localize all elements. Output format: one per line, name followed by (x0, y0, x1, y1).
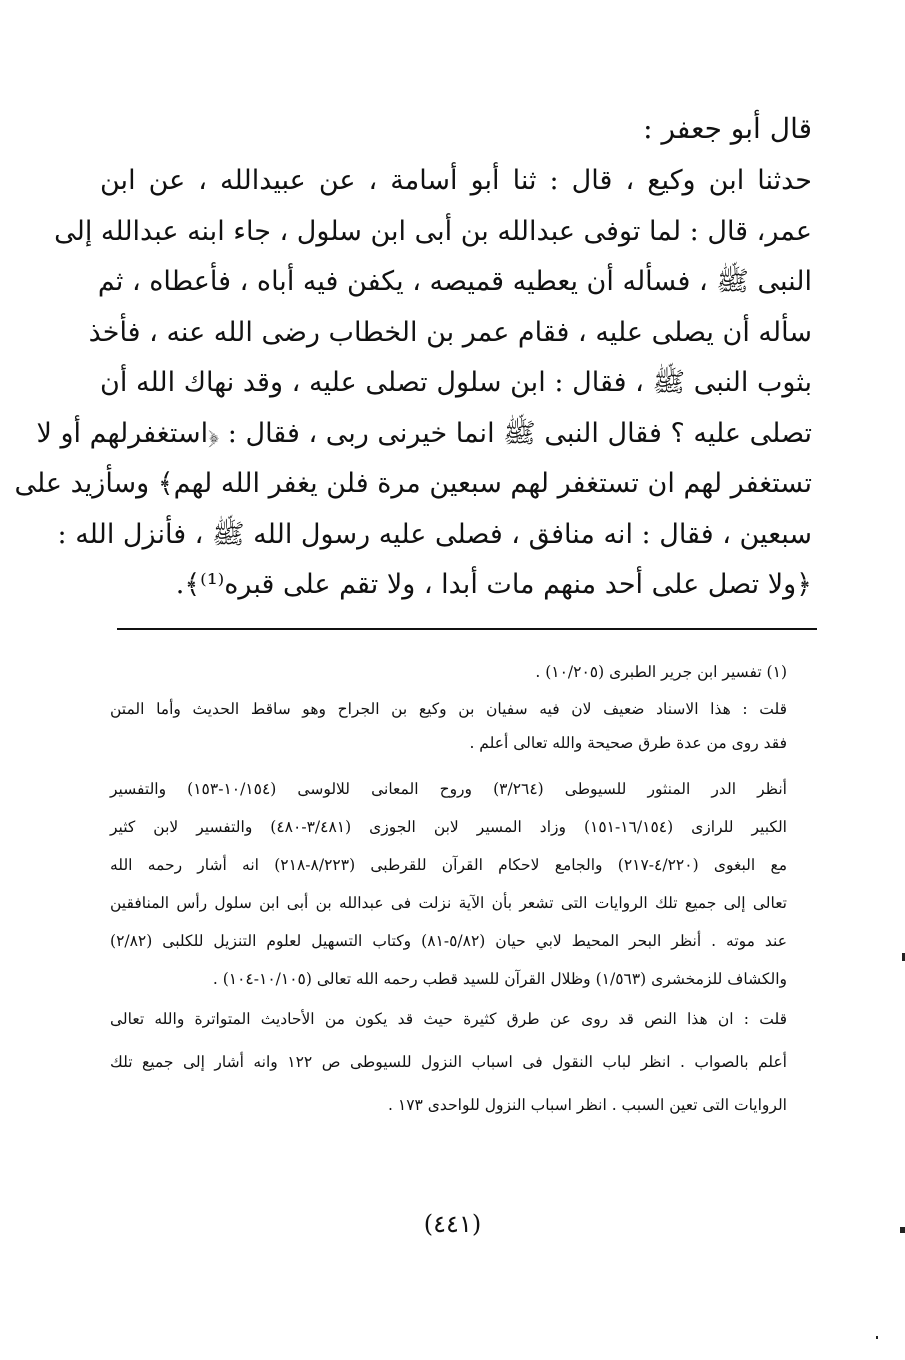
text-line: عمر، قال : لما توفى عبدالله بن أبى ابن سلول ، جاء ابنه عبدالله إلى (54, 215, 812, 247)
footnote-line: أعلم بالصواب . انظر لباب النقول فى اسباب النزول للسيوطى ص ١٢٢ وانه أشار إلى جميع تلك (110, 1053, 787, 1071)
footnote-line: قلت : ان هذا النص قد روى عن طرق كثيرة حيث قد يكون من الأحاديث المتواترة والله تعالى (110, 1010, 787, 1028)
text-line: حدثنا ابن وكيع ، قال : ثنا أبو أسامة ، عن عبيدالله ، عن ابن (100, 165, 812, 196)
footnote-line: عند موته . أنظر البحر المحيط لابي حيان (٥/٨٢-٨١) وكتاب التسهيل لعلوم التنزيل للكلبى (٢/٨٢) (110, 932, 787, 950)
footnote-line: والكشاف للزمخشرى (١/٥٦٣) وظلال القرآن للسيد قطب رحمه الله تعالى (١٠/١٠٥-١٠٤) . (212, 970, 787, 988)
footnote-line: تعالى إلى جميع تلك الروايات التى تشعر بأن الآية نزلت فى عبدالله بن أبى ابن سلول رأس المنافقين (110, 894, 787, 912)
footnote-line: الروايات التى تعين السبب . انظر اسباب النزول للواحدى ١٧٣ . (388, 1096, 787, 1114)
text-line: تستغفر لهم ان تستغفر لهم سبعين مرة فلن يغفر الله لهم﴾ وسأزيد على (14, 468, 812, 499)
footnote-line: الكبير للرازى (١٦/١٥٤-١٥١) وزاد المسير لابن الجوزى (٣/٤٨١-٤٨٠) والتفسير لابن كثير (110, 818, 787, 836)
hadith-text (14, 156, 812, 611)
text-line: تصلى عليه ؟ فقال النبى ﷺ انما خيرنى ربى ، فقال : ﴿استغفرلهم أو لا (36, 417, 812, 449)
footnote-line: فقد روى من عدة طرق صحيحة والله تعالى أعلم . (469, 734, 787, 752)
text-line: سبعين ، فقال : انه منافق ، فصلى عليه رسول الله ﷺ ، فأنزل الله : (57, 518, 812, 550)
footnote-1: (١) تفسير ابن جرير الطبرى (١٠/٢٠٥) . (535, 663, 787, 681)
footnote-line: قلت : هذا الاسناد ضعيف لان فيه سفيان بن وكيع بن الجراح وهو ساقط الحديث وأما المتن (110, 700, 787, 718)
footnotes (110, 652, 787, 1127)
text-line: ﴿ولا تصل على أحد منهم مات أبدا ، ولا تقم على قبره⁽¹⁾﴾. (175, 569, 812, 600)
text-line: بثوب النبى ﷺ ، فقال : ابن سلول تصلى عليه ، وقد نهاك الله أن (100, 367, 812, 398)
scan-speck (876, 1336, 878, 1339)
footnote-divider (117, 628, 817, 630)
footnote-line: أنظر الدر المنثور للسيوطى (٣/٢٦٤) وروح المعانى للالوسى (١٠/١٥٤-١٥٣) والتفسير (110, 780, 787, 798)
text-line: سأله أن يصلى عليه ، فقام عمر بن الخطاب رضى الله عنه ، فأخذ (88, 316, 812, 348)
page-number: (٤٤١) (423, 1210, 482, 1238)
scan-speck (900, 1227, 905, 1233)
text-line: النبى ﷺ ، فسأله أن يعطيه قميصه ، يكفن فيه أباه ، فأعطاه ، ثم (97, 266, 812, 297)
section-heading: قال أبو جعفر : (643, 112, 812, 145)
footnote-line: مع البغوى (٤/٢٢٠-٢١٧) والجامع لاحكام القرآن للقرطبى (٨/٢٢٣-٢١٨) انه أشار رحمه الله (110, 856, 788, 874)
